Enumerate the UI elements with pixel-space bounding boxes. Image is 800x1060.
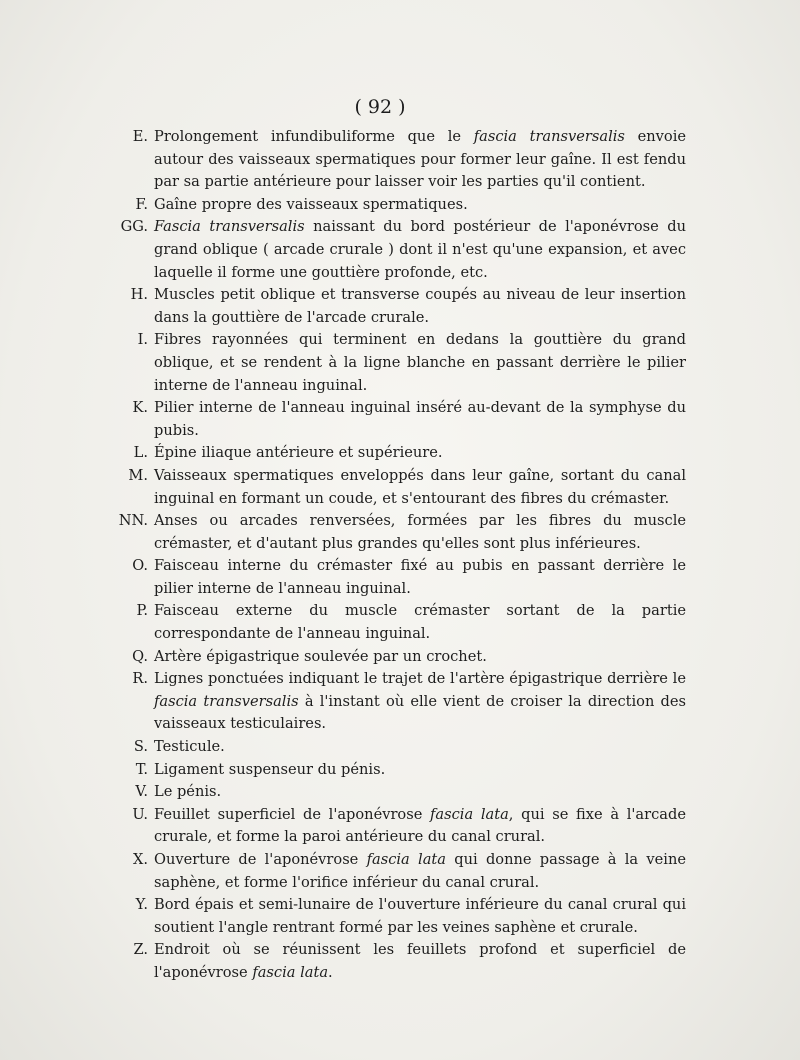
entry-text: Faisceau externe du muscle crémaster sortant de la partie correspondante de l'anneau inguinal. [154,602,686,643]
legend-entry [96,194,686,217]
entry-text: Prolongement infundibuliforme que le fascia transversalis envoie autour des vaisseaux spermatiques pour former leur gaîne. Il est fendu par sa partie antérieure pour laisser voir les parties qu'il contient. [154,128,687,191]
entry-text: Anses ou arcades renversées, formées par les fibres du muscle crémaster, et d'autant plus grandes qu'elles sont plus inférieures. [154,512,686,552]
entry-letter: H. [130,286,148,304]
entry-text: Fascia transversalis naissant du bord postérieur de l'aponévrose du grand oblique ( arcade crurale ) dont il n'est qu'une expansion, et avec laquelle il forme une gouttière profonde, etc. [154,218,686,281]
legend-entry [96,646,686,669]
entry-letter: F. [135,195,148,213]
entry-letter: E. [132,128,148,145]
legend-entry [96,126,686,194]
legend-entry [96,442,686,465]
entry-letter: Y. [135,896,148,914]
legend-entry [96,510,686,555]
entry-letter: X. [132,851,148,868]
legend-entry [96,329,686,397]
entry-letter: P. [136,602,148,620]
legend-entry [96,284,686,329]
entry-text: Le pénis. [154,783,222,801]
entry-text: Bord épais et semi-lunaire de l'ouverture inférieure du canal crural qui soutient l'angle rentrant formé par les veines saphène et crurale. [154,896,686,936]
entry-text: Gaîne propre des vaisseaux spermatiques. [154,195,468,213]
entry-letter: Z. [133,941,148,959]
legend-entry [96,736,686,759]
entry-letter: I. [137,331,148,349]
entry-letter: NN. [118,512,148,530]
entry-letter: O. [132,557,148,575]
entry-text: Testicule. [154,738,225,756]
entry-letter: U. [132,805,148,823]
entry-letter: R. [132,670,148,688]
legend-entry [96,781,686,804]
entry-text: Faisceau interne du crémaster fixé au pubis en passant derrière le pilier interne de l'anneau inguinal. [154,557,686,597]
legend-entries [96,126,686,985]
entry-text: Lignes ponctuées indiquant le trajet de l'artère épigastrique derrière le fascia transversalis à l'instant où elle vient de croiser la direction des vaisseaux testiculaires. [154,670,687,733]
legend-entry [96,668,686,736]
legend-entry [96,759,686,782]
entry-letter: S. [133,738,148,756]
page-number: ( 92 ) [354,96,406,118]
legend-entry [96,849,686,894]
entry-text: Fibres rayonnées qui terminent en dedans la gouttière du grand oblique, et se rendent à la ligne blanche en passant derrière le pilier interne de l'anneau inguinal. [154,331,686,394]
entry-text: Endroit où se réunissent les feuillets profond et superficiel de l'aponévrose fascia lata. [154,941,686,981]
entry-text: Feuillet superficiel de l'aponévrose fascia lata, qui se fixe à l'arcade crurale, et forme la paroi antérieure du canal crural. [154,805,686,846]
legend-entry [96,216,686,284]
entry-text: Artère épigastrique soulevée par un crochet. [154,647,487,665]
legend-entry [96,397,686,442]
legend-entry [96,600,686,645]
entry-text: Épine iliaque antérieure et supérieure. [154,444,443,462]
entry-text: Ouverture de l'aponévrose fascia lata qui donne passage à la veine saphène, et forme l'orifice inférieur du canal crural. [154,851,686,891]
legend-entry [96,465,686,510]
entry-text: Vaisseaux spermatiques enveloppés dans leur gaîne, sortant du canal inguinal en formant un coude, et s'entourant des fibres du crémaster. [154,466,686,507]
entry-letter: Q. [132,647,148,665]
entry-text: Pilier interne de l'anneau inguinal inséré au-devant de la symphyse du pubis. [154,399,686,439]
entry-letter: L. [133,444,148,462]
entry-text: Muscles petit oblique et transverse coupés au niveau de leur insertion dans la gouttière de l'arcade crurale. [154,286,686,326]
legend-entry [96,939,686,984]
entry-letter: V. [135,783,148,801]
entry-letter: GG. [120,218,148,236]
legend-entry [96,894,686,939]
entry-letter: K. [132,399,148,417]
entry-letter: T. [135,760,148,778]
legend-entry [96,555,686,600]
entry-text: Ligament suspenseur du pénis. [154,760,386,778]
legend-entry [96,804,686,849]
entry-letter: M. [128,466,148,484]
